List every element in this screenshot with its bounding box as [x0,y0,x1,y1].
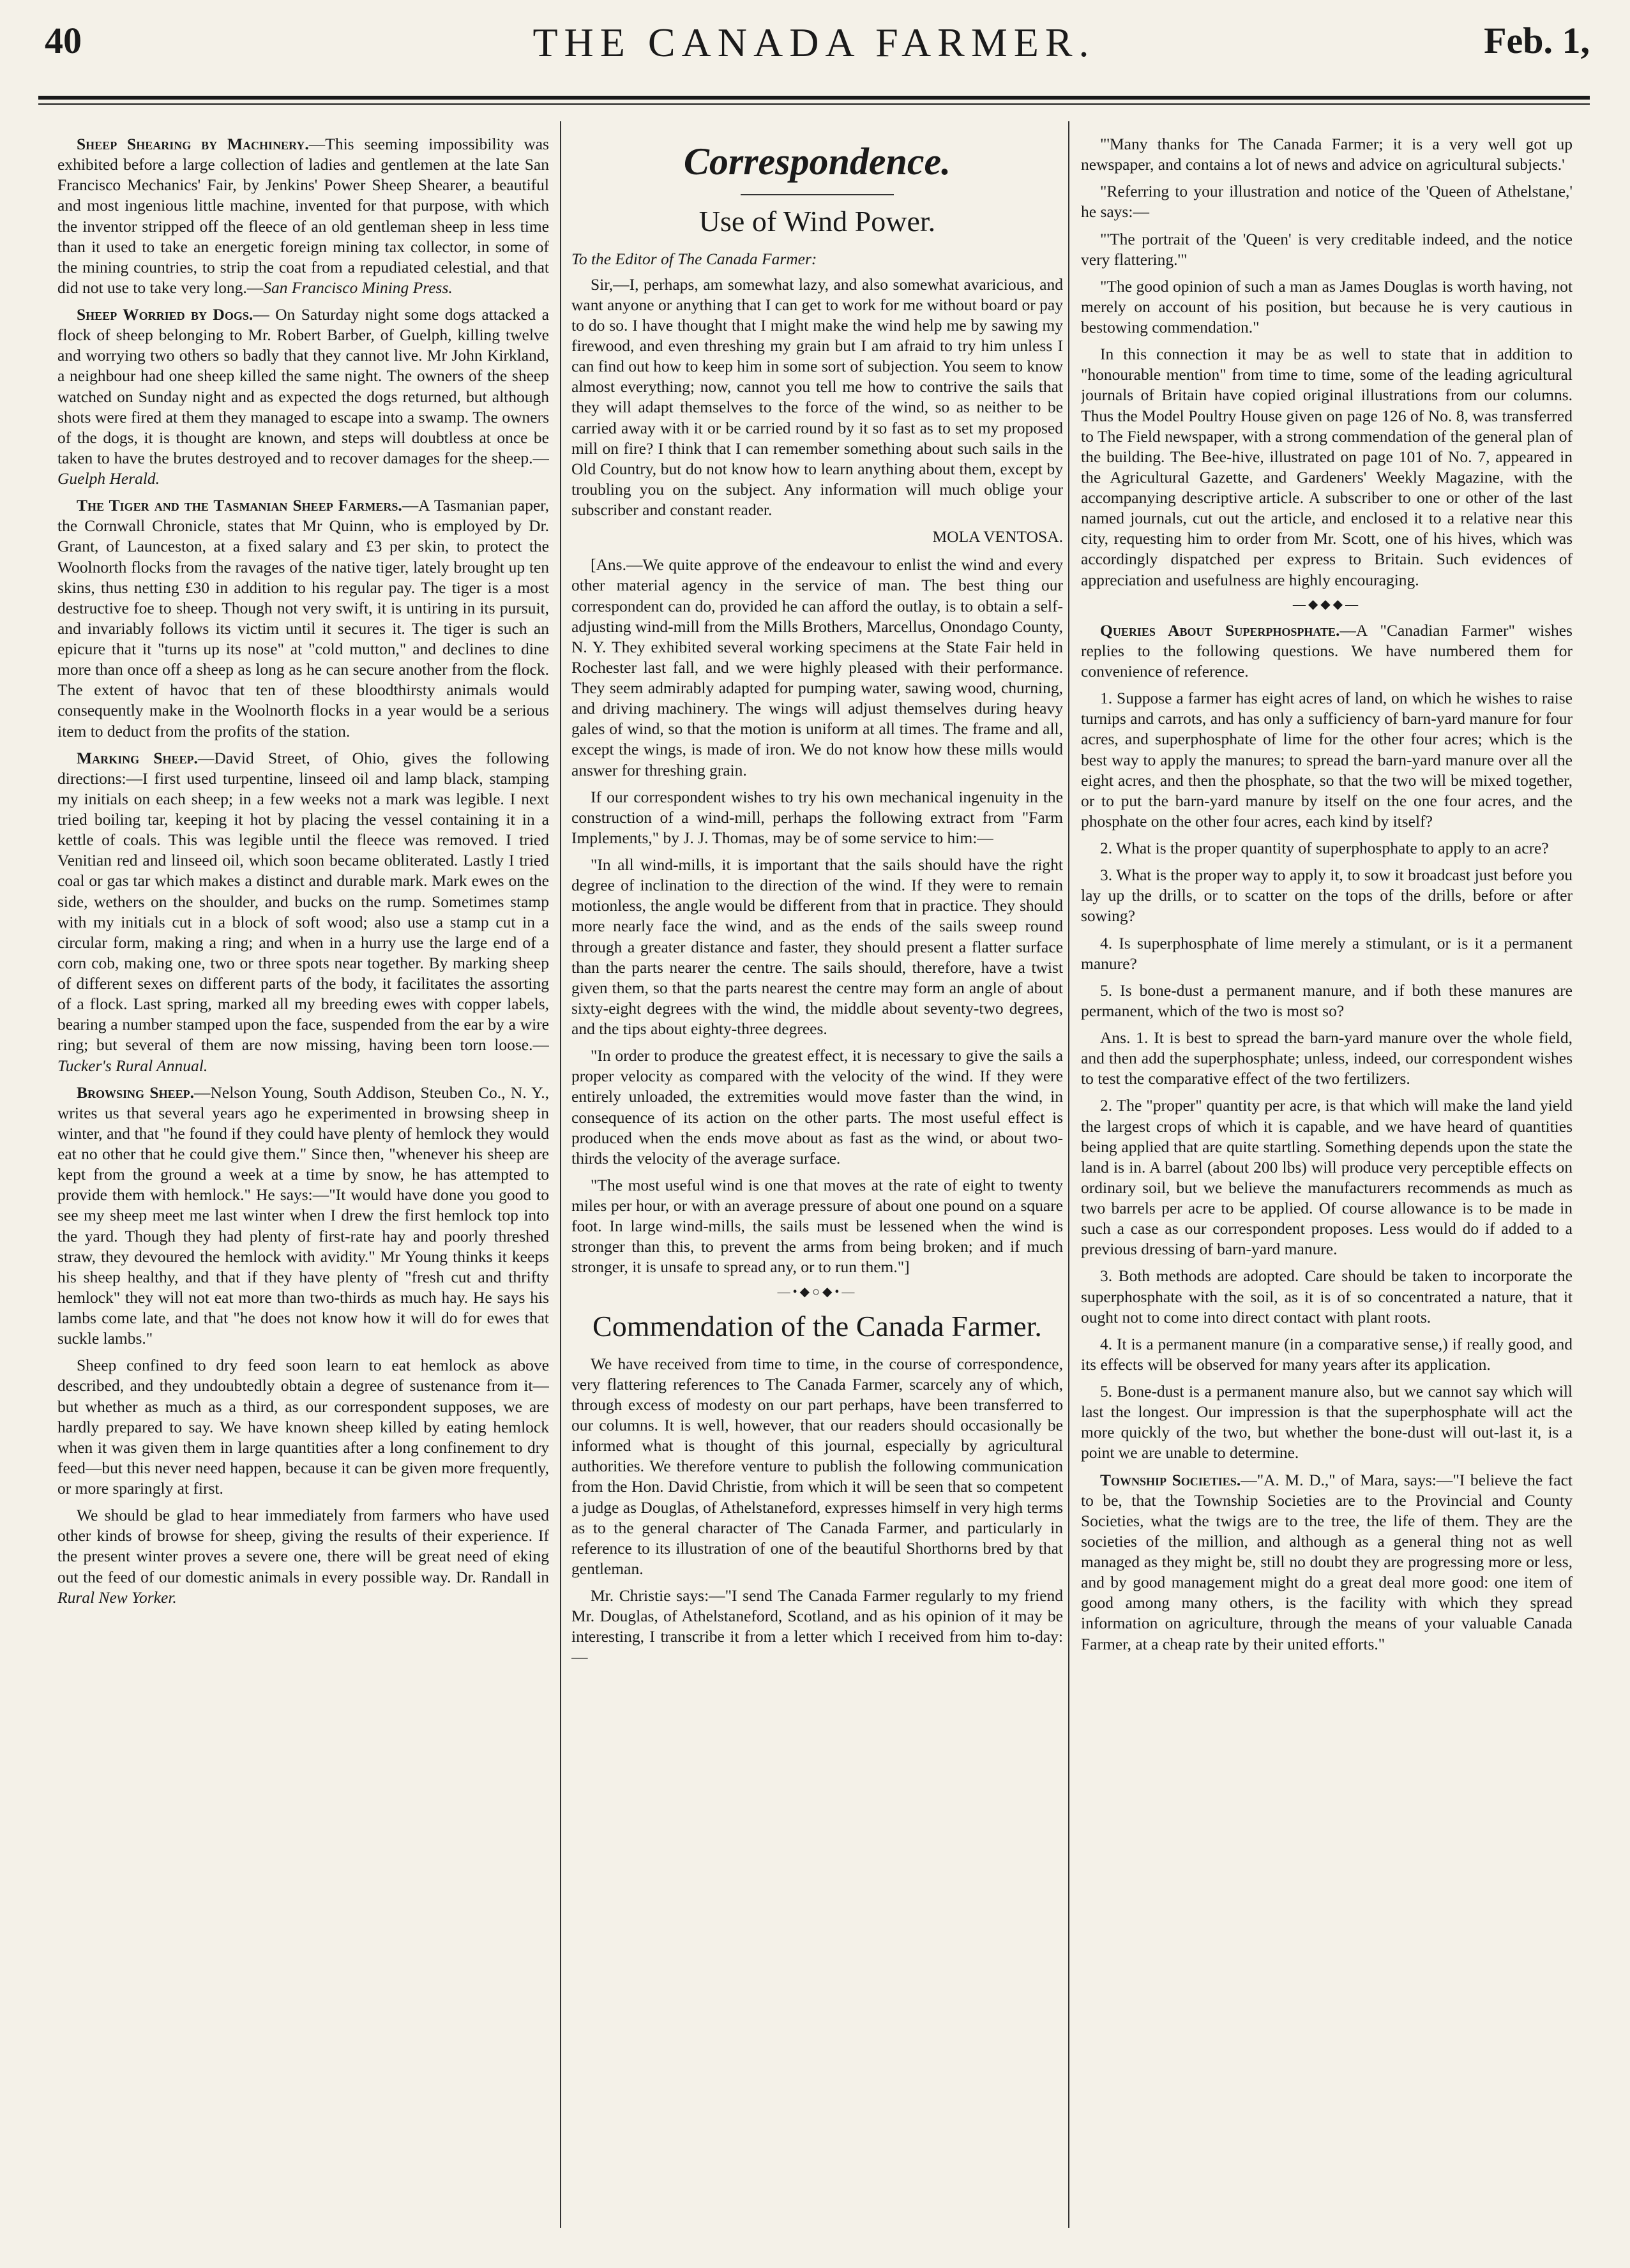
article-text: —Nelson Young, South Addison, Steuben Co., N. Y., writes us that several years ago he experimented in browsing sheep in winter, and that "he found if they could have plenty of hemlock they would eat no other that he could give them." Since then, "whenever his sheep are kept from the ground a week at a time by snow, he has attempted to provide them with hemlock." He says:—"It would have done you good to see my sheep meet me last winter when I drew the first hemlock top into the yard. Though they had plenty of first-rate hay and poorly threshed straw, they devoured the hemlock with avidity." Mr Young thinks it keeps his sheep healthy, and that if they have plenty of "fresh cut and thrifty hemlock" they will not eat more than two-thirds as much hay. He says his lambs come late, and that "he does not know how it will do for ewes that suckle lambs." [57,1083,549,1348]
article-township-societies [1081,1470,1573,1655]
article-source: San Francisco Mining Press. [263,278,453,297]
answer-paragraph: [Ans.—We quite approve of the endeavour to enlist the wind and every other material agency in the service of man. The best thing our correspondent can do, provided he can afford the outlay, is to obtain a self-adjusting wind-mill from the Mills Brothers, Marcellus, Onondago County, N. Y. They exhibited several working specimens at the State Fair held in Rochester last fall, and we were highly pleased with their performance. They seem admirably adapted for pumping water, sawing wood, churning, and driving machinery. The wings will adjust themselves during heavy gales of wind, so that the motion is uniform at all times. The frame and all, except the wings, is made of iron. We do not know how these mills would answer for threshing grain. [571,555,1063,779]
article-source: Rural New Yorker. [57,1588,177,1607]
answer: 2. The "proper" quantity per acre, is that which will make the land yield the largest crops of which it is capable, and we have heard of quantities being applied that are quite startling. Something depends upon the state the land is in. A barrel (about 200 lbs) will produce very perceptible effects on ordinary soil, but we believe the manufacturers recommends as much as two barrels per acre to be applied. Of course allowance is to be made in such a case as our correspondent proposes. Less would do if added to a previous dressing of barn-yard manure. [1081,1096,1573,1259]
article-browsing-sheep [57,1083,549,1349]
section-title: Correspondence. [683,140,951,183]
article-text: — On Saturday night some dogs attacked a flock of sheep belonging to Mr. Robert Barber, of Guelph, killing twelve and worrying two others so badly that they cannot live. Mr John Kirkland, a neighbour had one sheep killed the same night. The owners of the sheep watched on Sunday night and as expected the dogs returned, but although shots were fired at them they managed to escape into a swamp. The owners of the dogs, it is thought are known, and steps will doubtless at once be taken to have the brutes destroyed and to recover damages for the sheep.— [57,305,549,467]
answer-paragraph: "In order to produce the greatest effect, it is necessary to give the sails a proper velocity as compared with the velocity of the wind. If they were entirely unloaded, the extremities would move faster than the wind, in consequence of its action on the other parts. The most useful effect is produced when the ends move about as fast as the wind, or about two-thirds the velocity of the average surface. [571,1046,1063,1168]
article-paragraph: "Referring to your illustration and notice of the 'Queen of Athelstane,' he says:— [1081,182,1573,222]
question: 1. Suppose a farmer has eight acres of land, on which he wishes to raise turnips and carrots, and has only a sufficiency of barn-yard manure for four acres, and superphosphate of lime for the other four acres; which is the best way to apply the manures; to spread the barn-yard manure over all the eight acres, and then the phosphate, so that the two will be mixed together, or to put the barn-yard manure by itself on the one four acres, and the phosphate on the other four acres, each kind by itself? [1081,689,1573,830]
article-source: Tucker's Rural Annual. [57,1056,208,1075]
article-text: —This seeming impossibility was exhibited before a large collection of ladies and gentlemen at the late San Francisco Mechanics' Fair, by Jenkins' Power Sheep Shearer, a beautiful and most ingenious little machine, invented for that purpose, with which the inventor stripped off the fleece of an old gentleman sheep in less time than it used to take an energetic foreign mining tax collector, in some of the mining countries, to strip the coat from a repudiated celestial, and that did not use to take very long.— [57,135,549,297]
article-lead: Sheep Worried by Dogs. [77,305,253,324]
article-text: —David Street, of Ohio, gives the following directions:—I first used turpentine, linseed oil and lamp black, stamping my initials on each sheep; in a few weeks not a mark was legible. I next tried boiling tar, keeping it hot by placing the vessel containing it in a kettle of coals. This was legible until the fleece was removed. I tried Venitian red and linseed oil, which soon became obliterated. Lastly I tried coal or gas tar which makes a distinct and durable mark. Mark ewes on the side, wethers on the shoulder, and bucks on the rump. Sometimes stamp with my initials cut in a block of soft wood; also use a stamp cut in a circular form, making a ring; and when in a hurry use the large end of a corn cob, making one, two or three spots near together. By marking sheep of different sexes on different parts of the body, it facilitates the assorting of a flock. Last spring, marked all my breeding ewes with copper labels, bearing a number stamped upon the face, suspended from the ear by a wire ring; but several of them are now missing, having been torn loose.— [57,748,549,1055]
masthead: THE CANADA FARMER. [532,20,1096,65]
column-divider-2 [1068,121,1069,2228]
article-paragraph: Mr. Christie says:—"I send The Canada Farmer regularly to my friend Mr. Douglas, of Athelstaneford, Scotland, and as his opinion of it may be interesting, I transcribe it from a letter which I received from him to-day:— [571,1586,1063,1667]
article-text: We should be glad to hear immediately from farmers who have used other kinds of browse for sheep, giving the results of their experience. If the present winter proves a severe one, there will be great need of eking out the feed of our domestic animals in every possible way. Dr. Randall in [57,1506,549,1586]
article-text: —A "Canadian Farmer" wishes replies to the following questions. We have numbered them for convenience of reference. [1081,620,1573,681]
column-3 [1081,134,1573,2247]
article-sheep-worried [57,304,549,489]
article-title: Use of Wind Power. [698,204,936,237]
ornament-divider: —•◆○◆•— [777,1284,857,1299]
ornament-divider: —◆◆◆— [1292,597,1361,612]
signature: MOLA VENTOSA. [932,527,1063,546]
article-text: Sheep confined to dry feed soon learn to eat hemlock as above described, and they undoubtedly obtain a degree of sustenance from it—but whether as much as a third, as our correspondent supposes, we are hardly prepared to say. We have known sheep killed by eating hemlock when it was given them in large quantities after a long confinement to dry feed—but this never need happen, because it can be given more frequently, or more sparingly at first. [57,1356,549,1498]
article-marking-sheep [57,748,549,1076]
question: 2. What is the proper quantity of superphosphate to apply to an acre? [1100,839,1549,858]
article-lead: The Tiger and the Tasmanian Sheep Farmers. [77,496,402,515]
queries-intro [1081,620,1573,682]
page-number: 40 [45,20,82,61]
answer-paragraph: "In all wind-mills, it is important that the sails should have the right degree of inclination to the direction of the wind. If they were to remain motionless, the angle would be different from that in practice. They should more nearly face the wind, and as the ends of the sails sweep round through a greater distance and faster, they should present a flatter surface than the parts nearer the centre. The sails should, therefore, have a twist given them, so that the parts nearest the centre may form an angle of about sixty-eight degrees with the wind, the middle about seventy-two degrees, and the tips about eighty-three degrees. [571,855,1063,1039]
answer: 4. It is a permanent manure (in a comparative sense,) if really good, and its effects will be observed for many years after its application. [1081,1334,1573,1374]
answer: Ans. 1. It is best to spread the barn-yard manure over the whole field, and then add the superphosphate; unless, indeed, our correspondent wishes to test the comparative effect of the two fertilizers. [1081,1028,1573,1088]
article-lead: Browsing Sheep. [77,1083,194,1102]
header-rule-thick [38,96,1590,100]
article-lead: Queries About Superphosphate. [1100,620,1340,640]
article-title: Commendation of the Canada Farmer. [592,1309,1042,1342]
article-text: —A Tasmanian paper, the Cornwall Chronicle, states that Mr Quinn, who is employed by Dr. Grant, of Launceston, at a fixed salary and £3 per skin, to protect the Woolnorth flocks from the ravages of the native tiger, lately brought up ten skins, thus netting £30 in addition to his regular pay. The tiger is a most destructive foe to sheep. Though not very swift, it is untiring in its pursuit, and invariably follows its victim until it secures it. The tiger is such an epicure that it "turns up its nose" at "cold mutton," and declines to dine more than once off a sheep as long as he can secure another from the flock. The extent of havoc that ten of these bloodthirsty animals would consequently make in the Woolnorth flocks in a year would be a serious item to deduct from the profits of the station. [57,496,549,740]
issue-date: Feb. 1, [1484,20,1590,61]
article-text: —"A. M. D.," of Mara, says:—"I believe the fact to be, that the Township Societies are to the Provincial and County Societies, what the twigs are to the tree, the life of them. They are the societies of the million, and although as a general thing not as well managed as they might be, still no doubt they are progressing more or less, and by good management might do a great deal more good: one item of good among many others, is the facility with which they spread information on agriculture, through the means of your valuable Canada Farmer, at a cheap rate by their united efforts." [1081,1470,1573,1653]
article-paragraph [57,1505,549,1608]
page-header [38,19,1590,115]
article-paragraph [57,1355,549,1499]
article-lead: Township Societies. [1100,1470,1241,1489]
article-paragraph: "'The portrait of the 'Queen' is very creditable indeed, and the notice very flattering.'" [1081,229,1573,269]
column-divider-1 [560,121,561,2228]
answer: 3. Both methods are adopted. Care should be taken to incorporate the superphosphate with the soil, as it is of so concentrated a nature, that it ought not to come into direct contact with plant roots. [1081,1266,1573,1326]
answer: 5. Bone-dust is a permanent manure also, but we cannot say which will last the longest. Our impression is that the superphosphate will act the more quickly of the two, but whether the bone-dust will out-last it, is a point we are unable to determine. [1081,1382,1573,1462]
question: 5. Is bone-dust a permanent manure, and if both these manures are permanent, which of the two is most so? [1081,980,1573,1020]
question: 3. What is the proper way to apply it, to sow it broadcast just before you lay up the drills, or to scatter on the tops of the drills, before or after sowing? [1081,866,1573,926]
answer-paragraph: If our correspondent wishes to try his own mechanical ingenuity in the construction of a wind-mill, perhaps the following extract from "Farm Implements," by J. J. Thomas, may be of some service to him:— [571,787,1063,847]
article-paragraph: "The good opinion of such a man as James Douglas is worth having, not merely on account of his position, but because he is very cautious in bestowing commendation." [1081,276,1573,336]
article-lead: Marking Sheep. [77,748,198,767]
letter-paragraph: Sir,—I, perhaps, am somewhat lazy, and also somewhat avaricious, and want anyone or anything that I can get to work for me without board or pay to do so. I have thought that I might make the wind help me by sawing my firewood, and even threshing my grain but I am afraid to try him unless I can find out how to keep him in some sort of subjection. You seem to know almost everything; now, cannot you tell me how to contrive the sails that they will adapt themselves to the force of the wind, so as neither to be carried away with it or be carried round by it so fast as to set my proposed mill on fire? I think that I can remember something about such sails in the Old Country, but do not know how to learn anything about them, except by troubling you on the subject. Any information will much oblige your subscriber and constant reader. [571,274,1063,520]
answer-paragraph: "The most useful wind is one that moves at the rate of eight to twenty miles per hour, or with an average pressure of about one pound on a square foot. In large wind-mills, the sails must be lessened when the wind is stronger than this, to prevent the arms from being broken; and if much stronger, it is unsafe to spread any, or to run them."] [571,1175,1063,1277]
column-2 [571,134,1063,2247]
article-source: Guelph Herald. [57,469,160,488]
article-lead: Sheep Shearing by Machinery. [77,135,309,153]
article-paragraph: "'Many thanks for The Canada Farmer; it is a very well got up newspaper, and contains a lot of news and advice on agricultural subjects.' [1081,135,1573,174]
question: 4. Is superphosphate of lime merely a stimulant, or is it a permanent manure? [1081,933,1573,973]
header-rule-thin [38,103,1590,105]
salutation: To the Editor of The Canada Farmer: [571,249,817,268]
article-paragraph: We have received from time to time, in the course of correspondence, very flattering references to The Canada Farmer, scarcely any of which, through excess of modesty on our part perhaps, have been transferred to our columns. It is well, however, that our readers should occasionally be informed what is thought of this journal, especially by agricultural authorities. We therefore venture to publish the following communication from the Hon. David Christie, from which it will be seen that so competent a judge as Douglas, of Athelstaneford, expresses himself in very high terms as to the general character of The Canada Farmer, and particularly in reference to its illustration of one of the beautiful Shorthorns bred by that gentleman. [571,1354,1063,1578]
article-tiger [57,495,549,742]
section-rule [741,194,894,195]
column-1 [57,134,549,2247]
article-paragraph: In this connection it may be as well to state that in addition to "honourable mention" from time to time, some of the leading agricultural journals of Britain have copied original illustrations from our columns. Thus the Model Poultry House given on page 126 of No. 8, was transferred to The Field newspaper, with a strong commendation of the general plan of the building. The Bee-hive, illustrated on page 101 of No. 7, appeared in the Agricultural Gazette, and Gardeners' Weekly Magazine, with the accompanying descriptive article. A subscriber to one or other of the last named journals, cut out the article, and enclosed it to a relative near this city, requesting him to order from Mr. Scott, one of his hives, which was accordingly dispatched per express to Britain. Such evidences of appreciation and usefulness are highly encouraging. [1081,345,1573,589]
article-sheep-shearing [57,134,549,298]
